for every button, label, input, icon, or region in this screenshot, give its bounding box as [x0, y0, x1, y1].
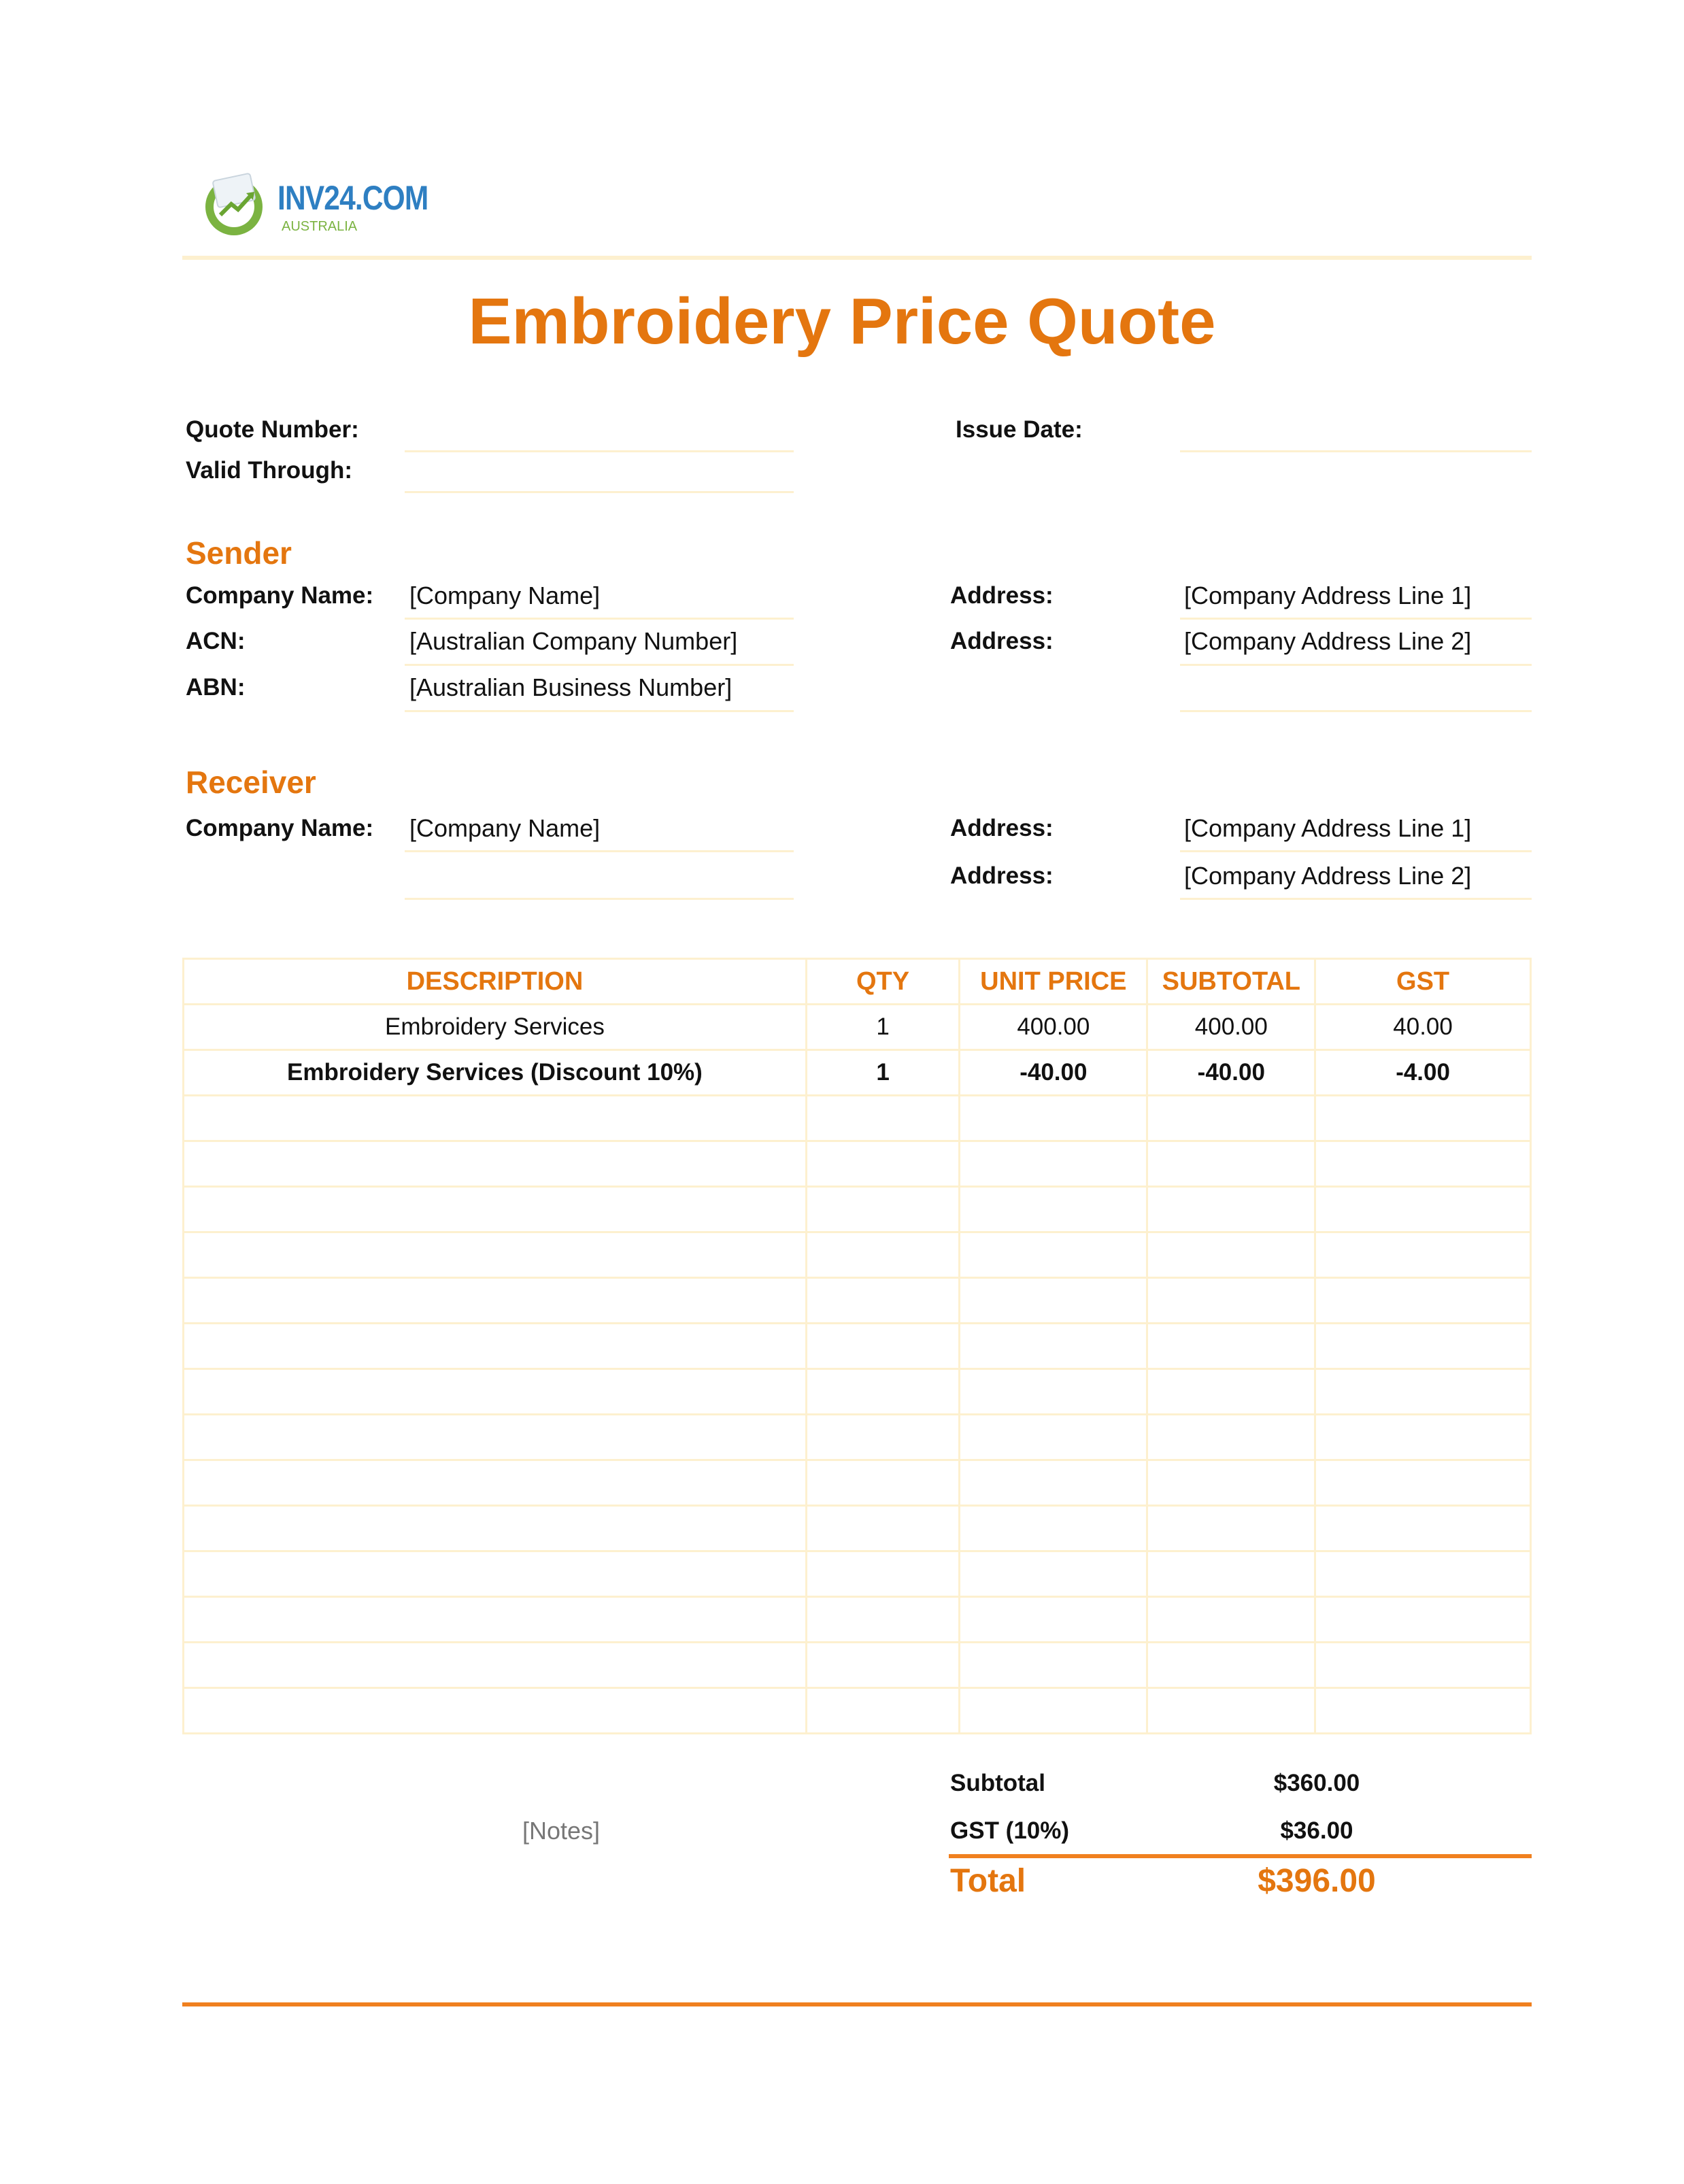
table-cell-empty[interactable] [960, 1597, 1147, 1643]
col-qty: QTY [806, 959, 959, 1005]
row-gst: -4.00 [1315, 1050, 1531, 1096]
row-qty: 1 [806, 1005, 959, 1050]
sender-address-label-1: Address: [950, 582, 1054, 609]
sender-heading: Sender [186, 535, 292, 571]
table-cell-empty[interactable] [960, 1141, 1147, 1187]
table-cell-empty[interactable] [1147, 1460, 1315, 1506]
table-cell-empty[interactable] [1147, 1232, 1315, 1278]
table-cell-empty[interactable] [806, 1506, 959, 1551]
table-cell-empty[interactable] [960, 1460, 1147, 1506]
table-cell-empty[interactable] [1315, 1415, 1531, 1460]
table-cell-empty[interactable] [1315, 1506, 1531, 1551]
table-cell-empty[interactable] [806, 1141, 959, 1187]
table-cell-empty[interactable] [184, 1232, 807, 1278]
row-gst: 40.00 [1315, 1005, 1531, 1050]
items-table [182, 958, 1532, 1734]
sender-acn-value: [Australian Company Number] [409, 627, 738, 655]
sender-address-label-2: Address: [950, 628, 1054, 654]
valid-through-field[interactable] [405, 491, 794, 493]
table-cell-empty[interactable] [960, 1415, 1147, 1460]
table-cell-empty[interactable] [806, 1369, 959, 1415]
header-divider [182, 256, 1532, 260]
receiver-company-line-2 [405, 898, 794, 900]
table-cell-empty[interactable] [1147, 1096, 1315, 1141]
col-gst: GST [1315, 959, 1531, 1005]
table-cell-empty[interactable] [1147, 1597, 1315, 1643]
footer-divider [182, 2002, 1532, 2006]
table-cell-empty[interactable] [1147, 1688, 1315, 1734]
table-row-empty[interactable] [184, 1187, 1531, 1232]
table-cell-empty[interactable] [960, 1643, 1147, 1688]
col-unit-price: UNIT PRICE [960, 959, 1147, 1005]
table-cell-empty[interactable] [960, 1369, 1147, 1415]
table-cell-empty[interactable] [184, 1551, 807, 1597]
receiver-address-line-1-rule [1180, 850, 1532, 852]
table-row [184, 1005, 1531, 1050]
table-cell-empty[interactable] [960, 1506, 1147, 1551]
table-row-empty[interactable] [184, 1278, 1531, 1324]
table-cell-empty[interactable] [1315, 1597, 1531, 1643]
table-row-empty[interactable] [184, 1369, 1531, 1415]
sender-abn-label: ABN: [186, 674, 246, 701]
table-row-empty[interactable] [184, 1141, 1531, 1187]
sender-acn-line [405, 664, 794, 666]
receiver-address-label-1: Address: [950, 815, 1054, 841]
valid-through-label: Valid Through: [186, 457, 352, 484]
sender-company-label: Company Name: [186, 582, 374, 609]
table-cell-empty[interactable] [806, 1688, 959, 1734]
table-cell-empty[interactable] [806, 1278, 959, 1324]
gst-value: $36.00 [1280, 1817, 1353, 1844]
receiver-address-line-2-rule [1180, 898, 1532, 900]
sender-address-line-3-rule [1180, 710, 1532, 712]
table-row-empty[interactable] [184, 1506, 1531, 1551]
sender-address-line-1-rule [1180, 618, 1532, 620]
table-cell-empty[interactable] [184, 1415, 807, 1460]
table-cell-empty[interactable] [1147, 1643, 1315, 1688]
table-cell-empty[interactable] [1315, 1688, 1531, 1734]
table-cell-empty[interactable] [1315, 1460, 1531, 1506]
receiver-heading: Receiver [186, 765, 316, 800]
row-description: Embroidery Services [184, 1005, 807, 1050]
table-cell-empty[interactable] [960, 1551, 1147, 1597]
row-unit-price: 400.00 [960, 1005, 1147, 1050]
table-cell-empty[interactable] [1315, 1324, 1531, 1369]
table-cell-empty[interactable] [1147, 1278, 1315, 1324]
table-cell-empty[interactable] [184, 1278, 807, 1324]
table-row-empty[interactable] [184, 1551, 1531, 1597]
table-cell-empty[interactable] [184, 1643, 807, 1688]
table-header-row [184, 959, 1531, 1005]
subtotal-label: Subtotal [950, 1770, 1045, 1796]
table-row-empty[interactable] [184, 1232, 1531, 1278]
table-row-empty[interactable] [184, 1415, 1531, 1460]
logo-subtitle: AUSTRALIA [282, 219, 358, 234]
page-title: Embroidery Price Quote [468, 285, 1216, 358]
table-cell-empty[interactable] [960, 1096, 1147, 1141]
logo-name: INV24.COM [277, 179, 428, 217]
total-divider [949, 1854, 1532, 1858]
row-subtotal: 400.00 [1147, 1005, 1315, 1050]
table-cell-empty[interactable] [1147, 1324, 1315, 1369]
logo-icon [200, 170, 268, 238]
gst-label: GST (10%) [950, 1817, 1070, 1844]
total-label: Total [950, 1863, 1026, 1899]
table-cell-empty[interactable] [1315, 1551, 1531, 1597]
table-row-empty[interactable] [184, 1324, 1531, 1369]
table-cell-empty[interactable] [184, 1096, 807, 1141]
table-row-empty[interactable] [184, 1460, 1531, 1506]
table-cell-empty[interactable] [184, 1369, 807, 1415]
table-row-empty[interactable] [184, 1688, 1531, 1734]
table-cell-empty[interactable] [1315, 1096, 1531, 1141]
table-row-empty[interactable] [184, 1096, 1531, 1141]
table-cell-empty[interactable] [806, 1232, 959, 1278]
row-subtotal: -40.00 [1147, 1050, 1315, 1096]
table-cell-empty[interactable] [806, 1415, 959, 1460]
table-cell-empty[interactable] [1315, 1278, 1531, 1324]
issue-date-field[interactable] [1180, 450, 1532, 452]
col-description: DESCRIPTION [184, 959, 807, 1005]
table-cell-empty[interactable] [1147, 1551, 1315, 1597]
table-cell-empty[interactable] [184, 1324, 807, 1369]
table-cell-empty[interactable] [1147, 1187, 1315, 1232]
table-row-empty[interactable] [184, 1643, 1531, 1688]
table-cell-empty[interactable] [806, 1460, 959, 1506]
table-cell-empty[interactable] [806, 1551, 959, 1597]
receiver-company-value: [Company Name] [409, 814, 601, 842]
receiver-address-line-1: [Company Address Line 1] [1184, 814, 1472, 842]
table-cell-empty[interactable] [1147, 1369, 1315, 1415]
table-cell-empty[interactable] [184, 1506, 807, 1551]
table-cell-empty[interactable] [960, 1187, 1147, 1232]
table-cell-empty[interactable] [1315, 1141, 1531, 1187]
sender-company-line [405, 618, 794, 620]
col-subtotal: SUBTOTAL [1147, 959, 1315, 1005]
subtotal-value: $360.00 [1273, 1770, 1360, 1796]
receiver-company-label: Company Name: [186, 815, 374, 841]
table-row [184, 1050, 1531, 1096]
sender-abn-value: [Australian Business Number] [409, 673, 732, 701]
row-unit-price: -40.00 [960, 1050, 1147, 1096]
sender-abn-line [405, 710, 794, 712]
table-cell-empty[interactable] [960, 1688, 1147, 1734]
table-cell-empty[interactable] [806, 1597, 959, 1643]
receiver-company-line [405, 850, 794, 852]
table-cell-empty[interactable] [806, 1096, 959, 1141]
table-cell-empty[interactable] [960, 1232, 1147, 1278]
table-cell-empty[interactable] [960, 1278, 1147, 1324]
table-cell-empty[interactable] [1315, 1187, 1531, 1232]
table-cell-empty[interactable] [184, 1187, 807, 1232]
sender-acn-label: ACN: [186, 628, 246, 654]
table-cell-empty[interactable] [806, 1324, 959, 1369]
table-cell-empty[interactable] [1315, 1232, 1531, 1278]
receiver-address-line-2: [Company Address Line 2] [1184, 862, 1472, 890]
receiver-address-label-2: Address: [950, 862, 1054, 889]
quote-number-field[interactable] [405, 450, 794, 452]
quote-number-label: Quote Number: [186, 416, 359, 443]
table-cell-empty[interactable] [960, 1324, 1147, 1369]
table-cell-empty[interactable] [184, 1141, 807, 1187]
table-cell-empty[interactable] [184, 1597, 807, 1643]
notes: [Notes] [522, 1817, 601, 1845]
total-value: $396.00 [1258, 1863, 1376, 1899]
table-cell-empty[interactable] [1315, 1643, 1531, 1688]
issue-date-label: Issue Date: [956, 416, 1083, 443]
sender-address-line-2: [Company Address Line 2] [1184, 627, 1472, 655]
table-cell-empty[interactable] [1147, 1141, 1315, 1187]
table-cell-empty[interactable] [1147, 1506, 1315, 1551]
table-row-empty[interactable] [184, 1597, 1531, 1643]
table-cell-empty[interactable] [806, 1643, 959, 1688]
table-cell-empty[interactable] [184, 1688, 807, 1734]
table-cell-empty[interactable] [1147, 1415, 1315, 1460]
table-cell-empty[interactable] [1315, 1369, 1531, 1415]
row-description: Embroidery Services (Discount 10%) [184, 1050, 807, 1096]
table-cell-empty[interactable] [184, 1460, 807, 1506]
sender-company-value: [Company Name] [409, 582, 601, 609]
row-qty: 1 [806, 1050, 959, 1096]
table-cell-empty[interactable] [806, 1187, 959, 1232]
sender-address-line-2-rule [1180, 664, 1532, 666]
sender-address-line-1: [Company Address Line 1] [1184, 582, 1472, 609]
